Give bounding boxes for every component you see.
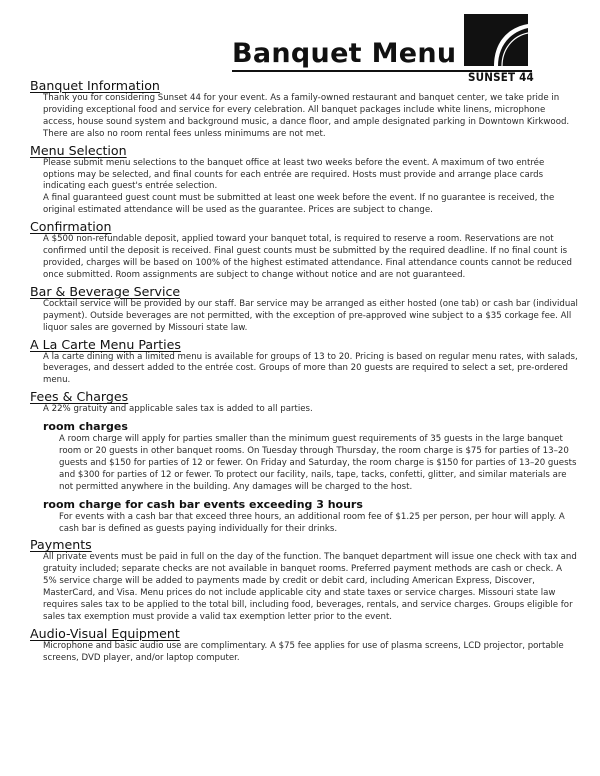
section-body: Cocktail service will be provided by our staff. Bar service may be arranged as either hosted (one tab) or cash bar (individual payment). Outside beverages are not permitted, with the exception of pre-approved wine subject to a $35 corkage fee. All liquor sales are governed by Missouri state law. (43, 298, 578, 333)
section-heading: Menu Selection (30, 142, 127, 158)
subsection-heading-room-charges: room charges (43, 420, 128, 434)
section-body: A la carte dining with a limited menu is available for groups of 13 to 20. Pricing is based on regular menu rates, with salads, beverages, and dessert added to the entrée cost. Groups of more than 20 guests are required to select a set, pre-ordered menu. (43, 351, 578, 386)
logo-text: SUNSET 44 (468, 70, 534, 84)
section-heading: Bar & Beverage Service (30, 283, 181, 299)
section-heading: Fees & Charges (30, 389, 129, 405)
subsection-body: For events with a cash bar that exceed three hours, an additional room fee of $1.25 per person, per hour will apply. A cash bar is defined as guests paying individually for their drinks. (59, 511, 565, 534)
section-body: A $500 non-refundable deposit, applied toward your banquet total, is required to reserve a room. Reservations are not confirmed until the deposit is received. Final guest counts must be submitted by the required deadline. If no final count is provided, charges will be based on 100% of the highest estimated attendance. Final attendance counts cannot be reduced once submitted. Room assignments are subject to change without notice and are not guaranteed. (43, 234, 572, 280)
section-body: All private events must be paid in full on the day of the function. The banquet department will issue one check with tax and gratuity included; separate checks are not available in banquet rooms. Preferred payment methods are cash or check. A 5% service charge will be added to payments made by credit or debit card, including American Express, Discover, MasterCard, and Visa. Menu prices do not include applicable city and state taxes or service charges. Missouri state law requires sales tax to be applied to the total bill, including food, beverages, rentals, and service charges. Groups eligible for sales tax exemption must provide a valid tax exemption letter prior to the event. (43, 552, 577, 622)
subsection-heading-cash-bar: room charge for cash bar events exceeding 3 hours (43, 497, 363, 511)
section-heading: Payments (30, 537, 92, 553)
section-heading: Confirmation (30, 219, 112, 235)
section-fees-charges (30, 389, 578, 535)
section-heading: Banquet Information (30, 78, 160, 93)
section-confirmation (30, 219, 578, 282)
section-audio-visual (30, 626, 578, 665)
section-heading: Audio-Visual Equipment (30, 625, 180, 641)
subsection-body: A room charge will apply for parties smaller than the minimum guest requirements of 35 guests in the large banquet room or 20 guests in other banquet rooms. On Tuesday through Thursday, the room charge is $75 for parties of 13–20 guests and $150 for parties of 12 or fewer. On Friday and Saturday, the room charge is $150 for parties of 13–20 guests and $300 for parties of 12 or fewer. To protect our facility, nails, tape, tacks, confetti, glitter, and similar materials are not permitted anywhere in the building. Any damages will be charged to the host. (59, 434, 577, 492)
section-body: Please submit menu selections to the banquet office at least two weeks before the event. A maximum of two entrée options may be selected, and final counts for each entrée are required. Hosts must provide and arrange place cards indicating each guest's entrée selection. (43, 157, 545, 192)
section-bar-beverage-service (30, 284, 578, 335)
section-payments (30, 537, 578, 623)
title-block (232, 37, 456, 70)
section-menu-selection (30, 143, 578, 218)
section-body: A 22% gratuity and applicable sales tax is added to all parties. (43, 404, 313, 415)
section-banquet-information (30, 78, 578, 141)
section-heading: A La Carte Menu Parties (30, 336, 181, 352)
menu-content (30, 78, 578, 665)
logo-mark-icon (464, 14, 528, 66)
section-a-la-carte (30, 337, 578, 388)
section-body: A final guaranteed guest count must be submitted at least one week before the event. If no guarantee is received, the original estimated attendance will be used as the guarantee. Prices are subject to change. (43, 193, 555, 216)
section-body: Thank you for considering Sunset 44 for your event. As a family-owned restaurant and banquet center, we take pride in providing exceptional food and service for every celebration. All banquet packages include white linens, microphone access, house sound system and background music, a dance floor, and ample designated parking in Downtown Kirkwood. There are also no room rental fees unless minimums are not met. (43, 93, 570, 139)
section-body: Microphone and basic audio use are complimentary. A $75 fee applies for use of plasma screens, LCD projector, portable screens, DVD player, and/or laptop computer. (43, 640, 564, 663)
page-title: Banquet Menu (232, 38, 457, 69)
